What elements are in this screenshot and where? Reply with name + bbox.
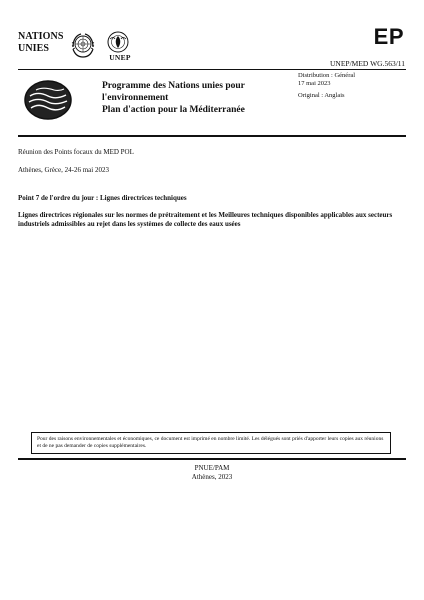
header-divider [18, 69, 406, 70]
distribution-type: Distribution : Général [298, 72, 356, 79]
title-divider [18, 135, 406, 137]
un-title [18, 31, 64, 54]
distribution-meta [298, 72, 355, 100]
document-reference: UNEP/MED WG.563/11 [330, 59, 405, 68]
distribution-date: 17 mai 2023 [298, 80, 331, 87]
meeting-name: Réunion des Points focaux du MED POL [18, 148, 134, 156]
environmental-notice: Pour des raisons environnementales et économiques, ce document est imprimé en nombre limité. Les délégués sont priés d'apporter leurs copies aux réunions et de ne pas demander de copies supplémentaires. [31, 432, 391, 454]
agenda-item: Point 7 de l'ordre du jour : Lignes directrices techniques [18, 194, 187, 202]
programme-title [102, 80, 282, 116]
meeting-location-date: Athènes, Grèce, 24-26 mai 2023 [18, 166, 109, 174]
unep-logo-icon [106, 30, 130, 54]
un-title-line2: UNIES [18, 42, 50, 54]
footer-place-year: Athènes, 2023 [191, 472, 233, 481]
document-code: EP [373, 24, 404, 49]
un-title-line1: NATIONS [18, 31, 64, 42]
mediterranean-action-plan-logo-icon [22, 78, 74, 122]
unep-label: UNEP [109, 53, 131, 62]
programme-title-line1: Programme des Nations unies pour [102, 81, 245, 91]
un-emblem-icon [69, 31, 97, 59]
document-subject: Lignes directrices régionales sur les normes de prétraitement et les Meilleures techniques disponibles applicables aux secteurs industriels admissibles au rejet dans les systèmes de collecte des eaux usées [18, 211, 393, 228]
programme-title-line3: Plan d'action pour la Méditerranée [102, 105, 245, 115]
footer [0, 464, 424, 481]
programme-title-line2: l'environnement [102, 93, 169, 103]
original-language: Original : Anglais [298, 92, 345, 99]
footer-publisher: PNUE/PAM [194, 464, 230, 472]
footer-divider [18, 458, 406, 460]
